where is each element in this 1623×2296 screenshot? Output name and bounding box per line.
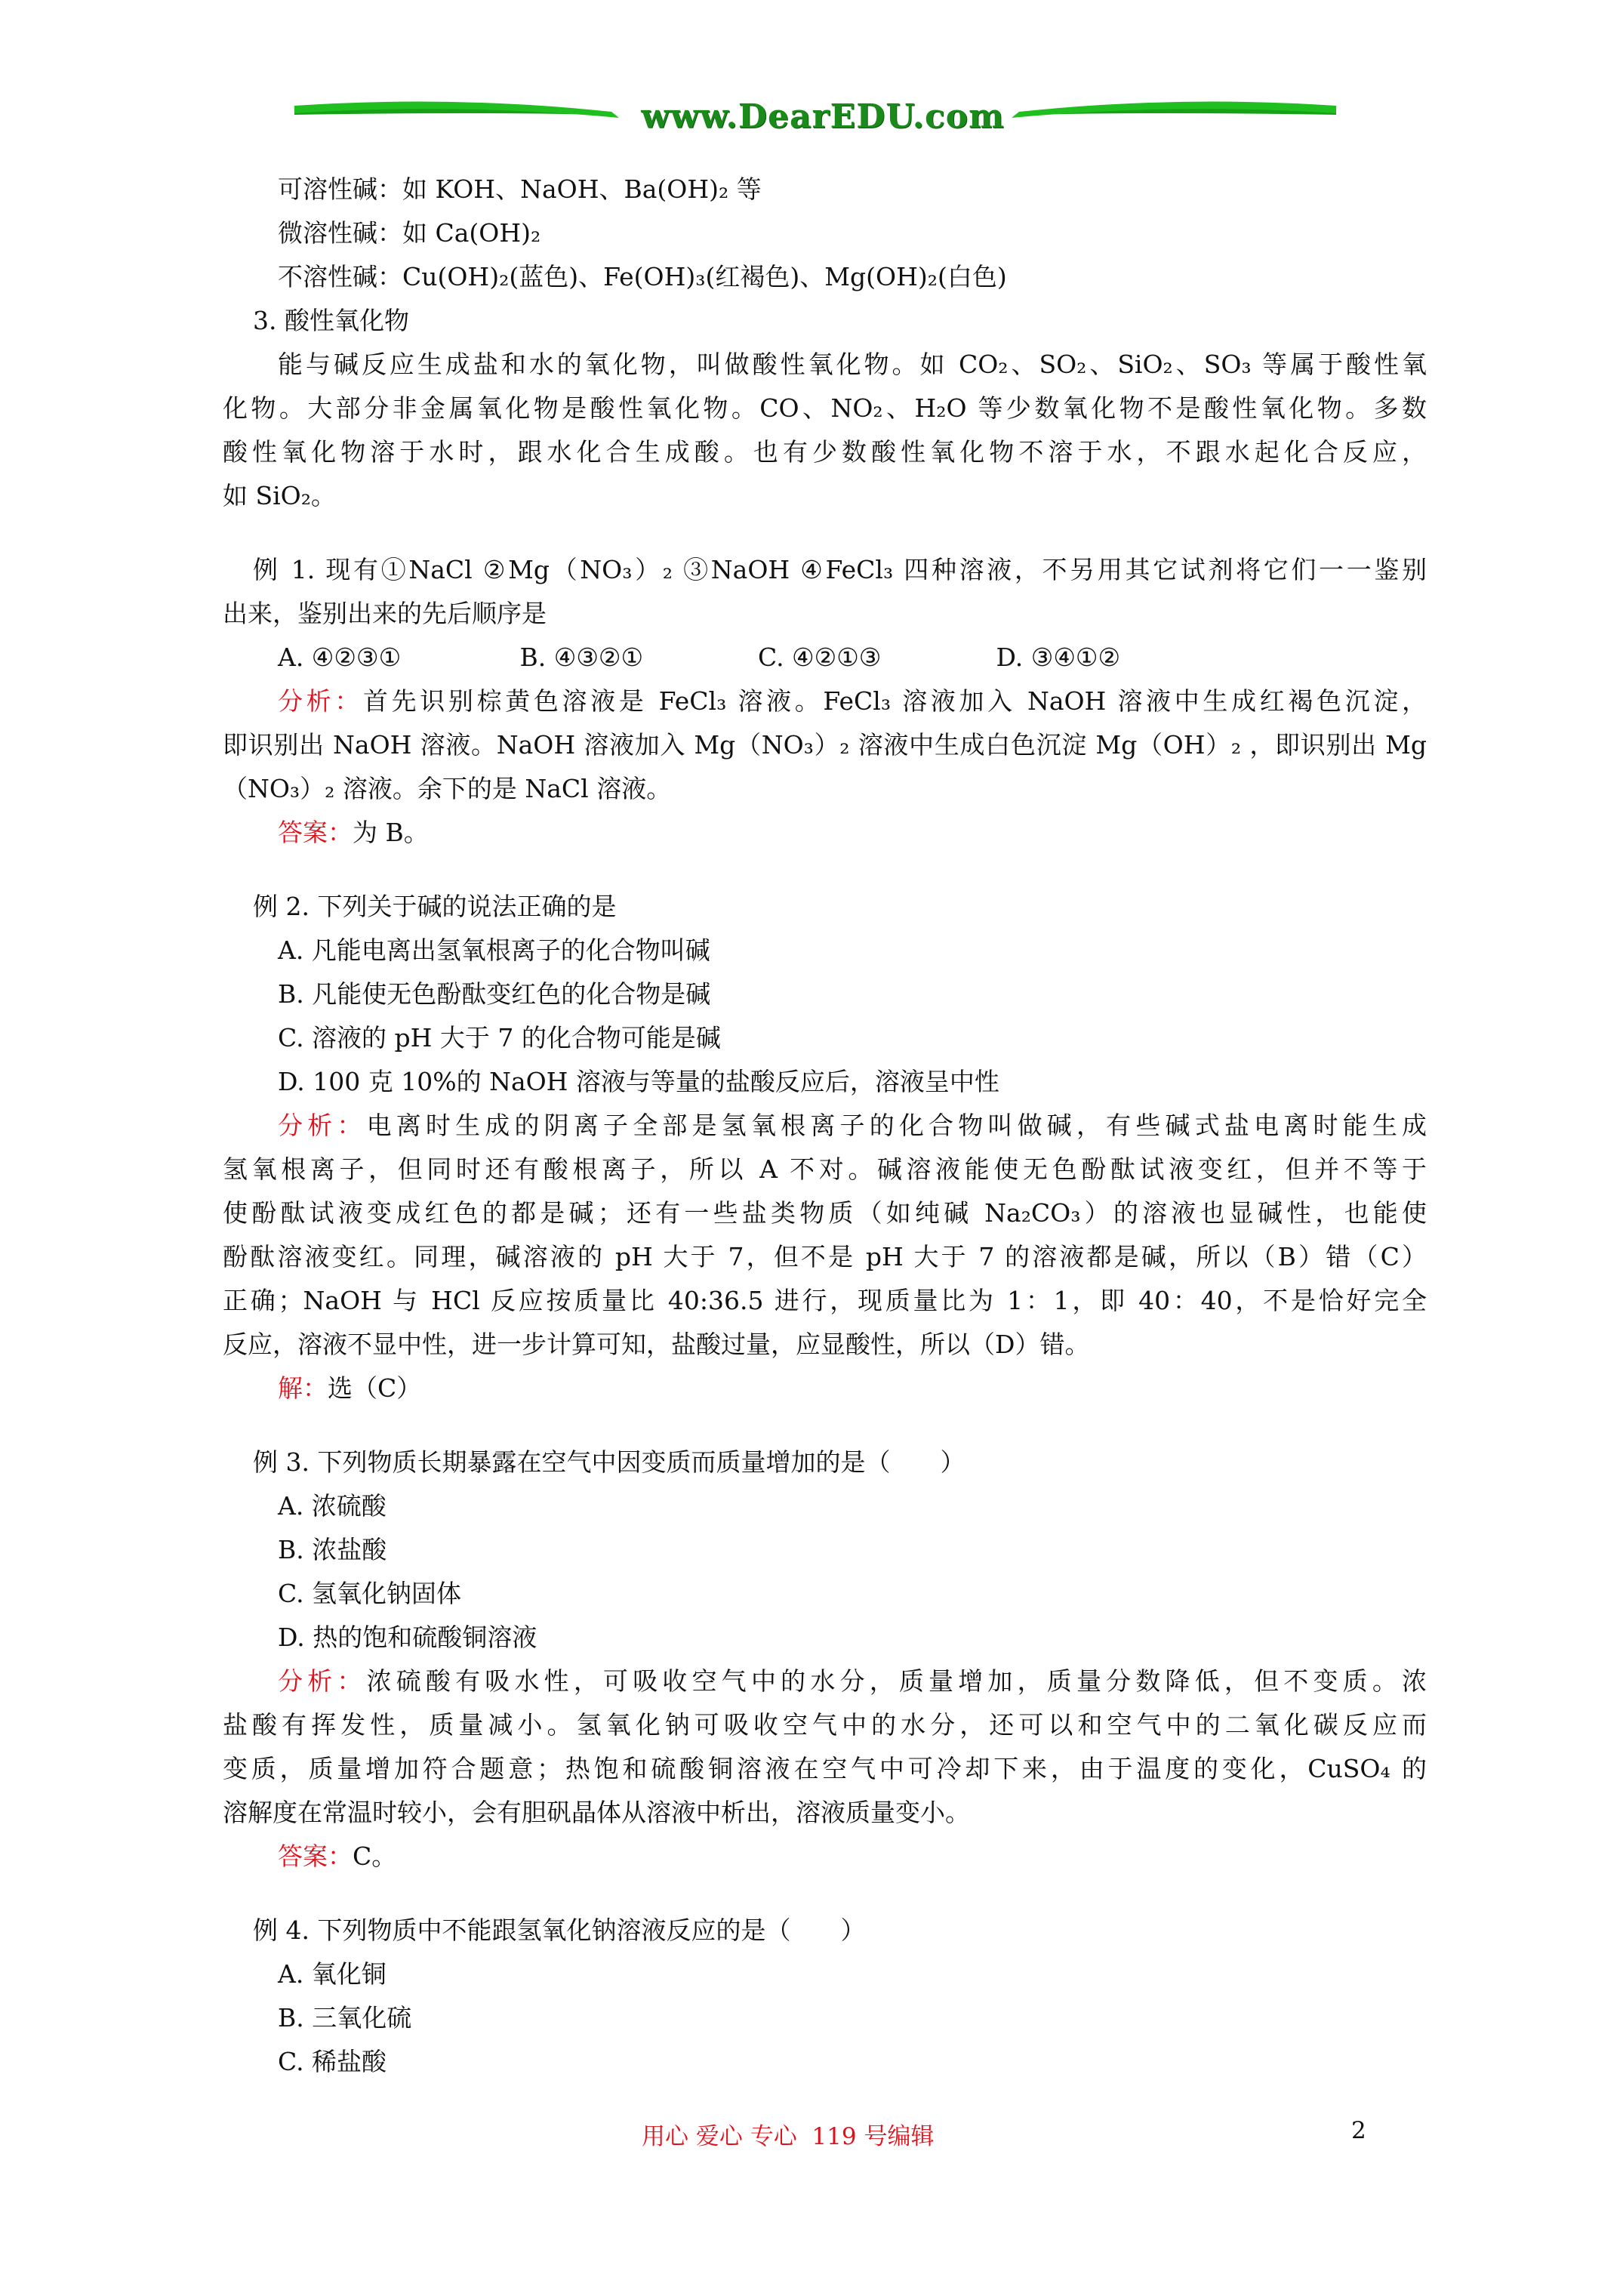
analysis-text: 浓硫酸有吸水性，可吸收空气中的水分，质量增加，质量分数降低，但不变质。浓 [366,1666,1427,1696]
analysis-line: 氢氧根离子，但同时还有酸根离子，所以 A 不对。碱溶液能使无色酚酞试液变红，但并不等于 [223,1154,1427,1184]
answer-label: 答案： [278,818,353,847]
analysis-label: 分析： [278,1111,367,1140]
analysis-line: 溶解度在常温时较小，会有胆矾晶体从溶液中析出，溶液质量变小。 [223,1798,970,1827]
example-question: 例 2. 下列关于碱的说法正确的是 [253,892,617,921]
text-line: 酸性氧化物溶于水时，跟水化合生成酸。也有少数酸性氧化物不溶于水，不跟水起化合反应， [223,437,1427,467]
analysis-line: 正确；NaOH 与 HCl 反应按质量比 40:36.5 进行，现质量比为 1：1，即 40：40，不是恰好完全 [223,1286,1427,1315]
text-line: 可溶性碱：如 KOH、NaOH、Ba(OH)₂ 等 [278,174,762,204]
analysis-text: 首先识别棕黄色溶液是 FeCl₃ 溶液。FeCl₃ 溶液加入 NaOH 溶液中生成红褐色沉淀， [362,686,1427,716]
analysis-line: 盐酸有挥发性，质量减小。氢氧化钠可吸收空气中的水分，还可以和空气中的二氧化碳反应而 [223,1710,1427,1740]
option-a: A. 凡能电离出氢氧根离子的化合物叫碱 [278,935,710,965]
option-c: C. 稀盐酸 [278,2047,387,2076]
option-d: D. 100 克 10%的 NaOH 溶液与等量的盐酸反应后，溶液呈中性 [278,1067,999,1096]
footer-slogan: 用心 爱心 专心 119 号编辑 [642,2123,935,2150]
answer-text: C。 [353,1841,397,1871]
option-c: C. 溶液的 pH 大于 7 的化合物可能是碱 [278,1023,721,1052]
example-question: 出来，鉴别出来的先后顺序是 [223,599,547,628]
analysis-line: 变质，质量增加符合题意；热饱和硫酸铜溶液在空气中可冷却下来，由于温度的变化，CuSO₄ 的 [223,1754,1427,1783]
answer-line [223,1835,1427,1878]
option-a: A. ④②③① [278,643,402,672]
example-question: 例 4. 下列物质中不能跟氢氧化钠溶液反应的是（ ） [253,1915,866,1945]
analysis-label: 分析： [278,1666,367,1696]
text-line: 不溶性碱：Cu(OH)₂(蓝色)、Fe(OH)₃(红褐色)、Mg(OH)₂(白色) [278,262,1007,291]
analysis-line [223,1660,1427,1703]
analysis-line: 使酚酞试液变成红色的都是碱；还有一些盐类物质（如纯碱 Na₂CO₃）的溶液也显碱性，也能使 [223,1198,1427,1228]
analysis-line: 酚酞溶液变红。同理，碱溶液的 pH 大于 7，但不是 pH 大于 7 的溶液都是碱，所以（B）错（C） [223,1242,1427,1271]
option-b: B. 凡能使无色酚酞变红色的化合物是碱 [278,979,711,1009]
analysis-text: 电离时生成的阴离子全部是氢氧根离子的化合物叫做碱，有些碱式盐电离时能生成 [366,1111,1427,1140]
option-a: A. 氧化铜 [278,1959,387,1989]
answer-text: 为 B。 [353,818,429,847]
analysis-line: 即识别出 NaOH 溶液。NaOH 溶液加入 Mg（NO₃）₂ 溶液中生成白色沉淀 Mg（OH）₂ ，即识别出 Mg [223,730,1427,760]
example-question: 例 3. 下列物质长期暴露在空气中因变质而质量增加的是（ ） [253,1447,965,1477]
option-c: C. ④②①③ [758,643,882,672]
site-header-banner [287,92,1344,153]
text-line: 微溶性碱：如 Ca(OH)₂ [278,218,541,248]
text-line: 如 SiO₂。 [223,481,336,510]
option-b: B. ④③②① [519,643,644,672]
option-d: D. ③④①② [996,643,1121,672]
site-logo[interactable]: www.DearEDU.com [641,97,1005,136]
example-question: 例 1. 现有①NaCl ②Mg（NO₃）₂ ③NaOH ④FeCl₃ 四种溶液，不另用其它试剂将它们一一鉴别 [253,555,1427,584]
answer-line [223,811,1427,855]
analysis-label: 分析： [278,686,363,716]
analysis-line [223,1104,1427,1148]
analysis-line: （NO₃）₂ 溶液。余下的是 NaCl 溶液。 [223,774,672,803]
option-c: C. 氢氧化钠固体 [278,1579,462,1608]
text-line: 化物。大部分非金属氧化物是酸性氧化物。CO、NO₂、H₂O 等少数氧化物不是酸性氧化物。多数 [223,393,1427,423]
option-b: B. 浓盐酸 [278,1535,387,1564]
page-number: 2 [1351,2117,1366,2144]
option-a: A. 浓硫酸 [278,1491,387,1521]
document-body [223,168,1427,2084]
option-d: D. 热的饱和硫酸铜溶液 [278,1623,537,1652]
option-b: B. 三氧化硫 [278,2003,412,2032]
answer-text: 选（C） [328,1373,422,1403]
answer-line [223,1367,1427,1410]
section-heading: 3. 酸性氧化物 [253,306,409,335]
analysis-line: 反应，溶液不显中性，进一步计算可知，盐酸过量，应显酸性，所以（D）错。 [223,1330,1090,1359]
answer-label: 答案： [278,1841,353,1871]
example-options [223,636,1427,680]
text-line: 能与碱反应生成盐和水的氧化物，叫做酸性氧化物。如 CO₂、SO₂、SiO₂、SO₃ 等属于酸性氧 [278,350,1427,379]
answer-label: 解： [278,1373,328,1403]
page-footer [0,2117,1623,2150]
analysis-line [223,680,1427,723]
